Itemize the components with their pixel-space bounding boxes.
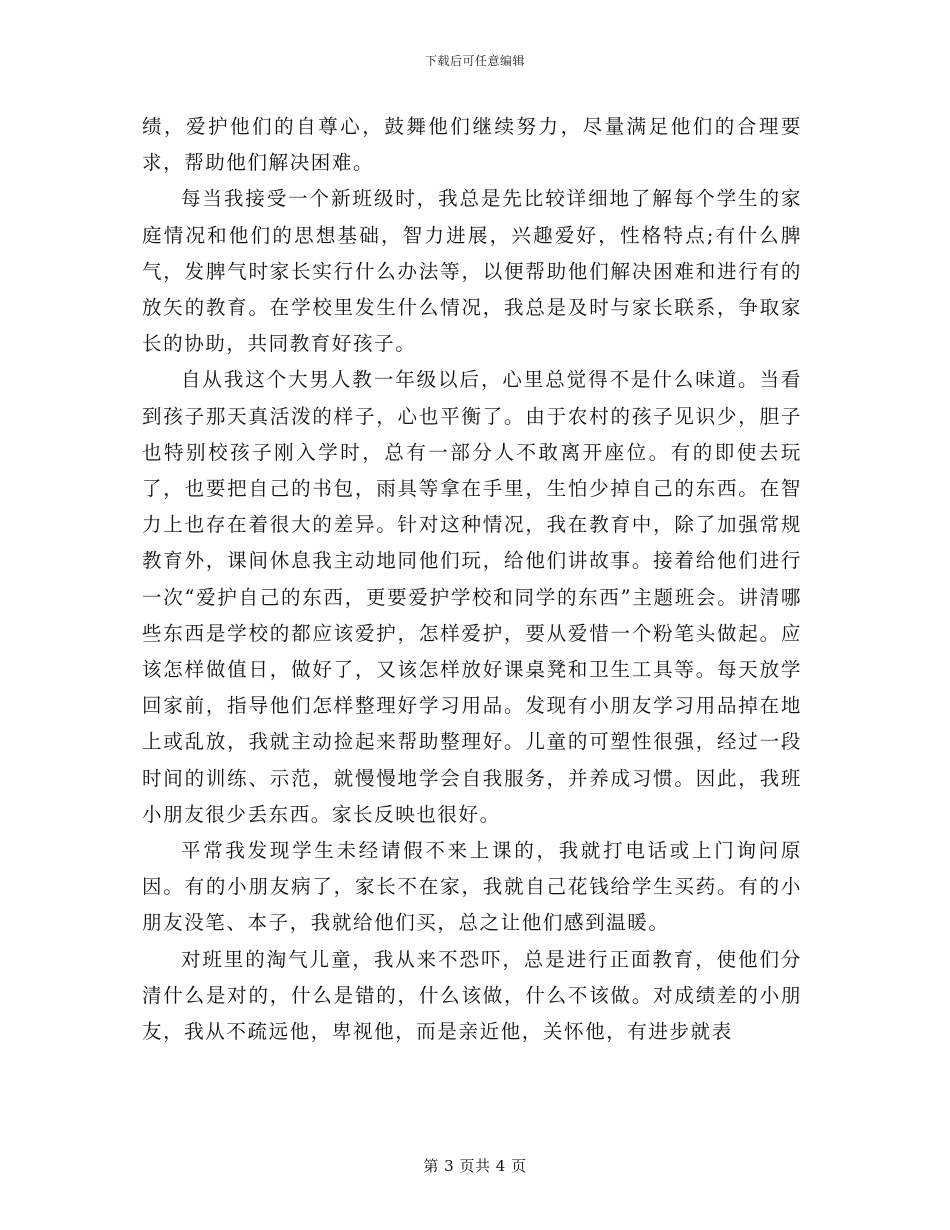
page-number: 第 3 页共 4 页 — [423, 1157, 527, 1175]
paragraph-1: 绩，爱护他们的自尊心，鼓舞他们继续努力，尽量满足他们的合理要求，帮助他们解决困难。 — [142, 115, 802, 175]
document-body — [142, 109, 802, 1050]
paragraph-3: 自从我这个大男人教一年级以后，心里总觉得不是什么味道。当看到孩子那天真活泼的样子，心也平衡了。由于农村的孩子见识少，胆子也特别校孩子刚入学时，总有一部分人不敢离开座位。有的即使去玩了，也要把自己的书包，雨具等拿在手里，生怕少掉自己的东西。在智力上也存在着很大的差异。针对这种情况，我在教育中，除了加强常规教育外，课间休息我主动地同他们玩，给他们讲故事。接着给他们进行一次“爱护自己的东西，更要爱护学校和同学的东西”主题班会。讲清哪些东西是学校的都应该爱护，怎样爱护，要从爱惜一个粉笔头做起。应该怎样做值日，做好了，又该怎样放好课桌凳和卫生工具等。每天放学回家前，指导他们怎样整理好学习用品。发现有小朋友学习用品掉在地上或乱放，我就主动捡起来帮助整理好。儿童的可塑性很强，经过一段时间的训练、示范，就慢慢地学会自我服务，并养成习惯。因此，我班小朋友很少丢东西。家长反映也很好。 — [142, 368, 802, 826]
paragraph-5: 对班里的淘气儿童，我从来不恐吓，总是进行正面教育，使他们分清什么是对的，什么是错的，什么该做，什么不该做。对成绩差的小朋友，我从不疏远他，卑视他，而是亲近他，关怀他，有进步就表 — [142, 947, 802, 1044]
header-note: 下载后可任意编辑 — [424, 54, 525, 68]
paragraph-2: 每当我接受一个新班级时，我总是先比较详细地了解每个学生的家庭情况和他们的思想基础，智力进展，兴趣爱好，性格特点;有什么脾气，发脾气时家长实行什么办法等，以便帮助他们解决困难和进行有的放矢的教育。在学校里发生什么情况，我总是及时与家长联系，争取家长的协助，共同教育好孩子。 — [142, 187, 802, 356]
paragraph-4: 平常我发现学生未经请假不来上课的，我就打电话或上门询问原因。有的小朋友病了，家长不在家，我就自己花钱给学生买药。有的小朋友没笔、本子，我就给他们买，总之让他们感到温暖。 — [142, 839, 802, 935]
